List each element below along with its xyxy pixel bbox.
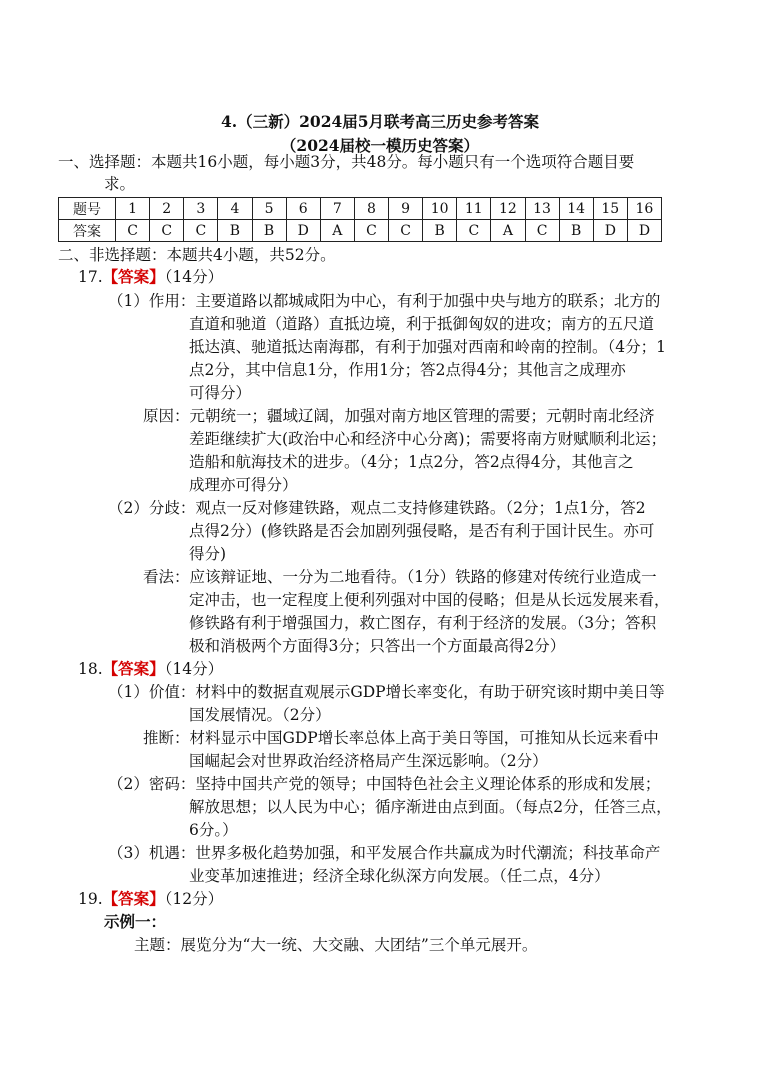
- question-number-cell: 7: [320, 198, 354, 220]
- q18-line: （2）密码：坚持中国共产党的领导；中国特色社会主义理论体系的形成和发展；: [108, 775, 661, 793]
- table-row-label-answer: 答案: [59, 220, 116, 242]
- answer-table-number-row: [59, 198, 662, 220]
- answer-cell: C: [457, 220, 491, 242]
- answer-cell: D: [593, 220, 627, 242]
- question-number-cell: 13: [525, 198, 559, 220]
- answer-cell: C: [116, 220, 150, 242]
- q17-line: （1）作用：主要道路以都城咸阳为中心，有利于加强中央与地方的联系；北方的: [108, 292, 661, 310]
- question-number-cell: 2: [150, 198, 184, 220]
- answer-cell: C: [354, 220, 388, 242]
- question-number-cell: 10: [423, 198, 457, 220]
- question-number-cell: 9: [389, 198, 423, 220]
- question-number-cell: 16: [627, 198, 661, 220]
- q18-header: [78, 658, 223, 680]
- q17-line: 原因：元朝统一；疆域辽阔，加强对南方地区管理的需要；元朝时南北经济: [143, 407, 655, 425]
- question-number-cell: 15: [593, 198, 627, 220]
- answer-cell: B: [559, 220, 593, 242]
- q17-score: （14分）: [164, 268, 224, 286]
- answer-cell: B: [218, 220, 252, 242]
- q18-number: 18.: [78, 660, 103, 678]
- q17-line: 造船和航海技术的进步。（4分；1点2分，答2点得4分，其他言之: [189, 453, 634, 471]
- q18-answer-tag: 【答案】: [102, 659, 165, 678]
- answer-cell: C: [150, 220, 184, 242]
- q17-line: （2）分歧：观点一反对修建铁路，观点二支持修建铁路。（2分；1点1分，答2: [108, 499, 646, 517]
- question-number-cell: 8: [354, 198, 388, 220]
- section1-heading-cont: 求。: [104, 175, 136, 193]
- q17-header: [78, 266, 223, 288]
- question-number-cell: 1: [116, 198, 150, 220]
- answer-cell: D: [627, 220, 661, 242]
- page-title: 4.（三新）2024届5月联考高三历史参考答案: [220, 112, 540, 131]
- q19-header: [78, 888, 223, 910]
- q19-answer-tag: 【答案】: [102, 889, 165, 908]
- q18-line: 6分。）: [189, 821, 238, 839]
- q17-line: 看法：应该辩证地、一分为二地看待。（1分）铁路的修建对传统行业造成一: [143, 568, 657, 586]
- q18-line: （3）机遇：世界多极化趋势加强，和平发展合作共赢成为时代潮流；科技革命产: [108, 844, 661, 862]
- answer-cell: B: [423, 220, 457, 242]
- q17-line: 点得2分）(修铁路是否会加剧列强侵略，是否有利于国计民生。亦可: [189, 522, 655, 540]
- q17-line: 直道和驰道（道路）直抵边境，利于抵御匈奴的进攻；南方的五尺道: [189, 315, 655, 333]
- q18-score: （14分）: [164, 660, 224, 678]
- q17-line: 得分): [189, 545, 227, 563]
- question-number-cell: 11: [457, 198, 491, 220]
- q17-line: 可得分）: [189, 384, 252, 402]
- answer-cell: B: [252, 220, 286, 242]
- answer-cell: C: [389, 220, 423, 242]
- q18-line: 国发展情况。（2分）: [189, 706, 331, 724]
- q18-line: 国崛起会对世界政治经济格局产生深远影响。（2分）: [189, 752, 548, 770]
- answer-table: [58, 197, 662, 242]
- section2-heading: 二、非选择题：本题共4小题，共52分。: [58, 246, 336, 264]
- q18-line: 解放思想；以人民为中心；循序渐进由点到面。（每点2分，任答三点，: [189, 798, 672, 816]
- question-number-cell: 14: [559, 198, 593, 220]
- question-number-cell: 6: [286, 198, 320, 220]
- answer-cell: D: [286, 220, 320, 242]
- q17-line: 差距继续扩大(政治中心和经济中心分离)；需要将南方财赋顺利北运；: [189, 430, 667, 448]
- page-subtitle: （2024届校一模历史答案）: [280, 136, 480, 155]
- q18-line: 推断：材料显示中国GDP增长率总体上高于美日等国，可推知从长远来看中: [143, 729, 659, 747]
- q17-line: 极和消极两个方面得3分；只答出一个方面最高得2分）: [189, 637, 566, 655]
- answer-cell: A: [320, 220, 354, 242]
- q18-line: 业变革加速推进；经济全球化纵深方向发展。（任二点，4分）: [189, 867, 610, 885]
- answer-cell: C: [184, 220, 218, 242]
- table-row-label-number: 题号: [59, 198, 116, 220]
- q19-example-label: 示例一：: [104, 912, 167, 931]
- question-number-cell: 12: [491, 198, 525, 220]
- answer-cell: A: [491, 220, 525, 242]
- question-number-cell: 5: [252, 198, 286, 220]
- q17-line: 定冲击，也一定程度上便利列强对中国的侵略；但是从长远发展来看，: [189, 591, 670, 609]
- answer-table-answer-row: [59, 220, 662, 242]
- q17-number: 17.: [78, 268, 103, 286]
- q17-line: 成理亦可得分）: [189, 476, 298, 494]
- q18-line: （1）价值：材料中的数据直观展示GDP增长率变化，有助于研究该时期中美日等: [108, 683, 665, 701]
- q17-line: 点2分，其中信息1分，作用1分；答2点得4分；其他言之成理亦: [189, 361, 626, 379]
- q17-line: 修铁路有利于增强国力，救亡图存，有利于经济的发展。（3分；答积: [189, 614, 657, 632]
- q19-theme: 主题：展览分为“大一统、大交融、大团结”三个单元展开。: [134, 936, 538, 954]
- q19-score: （12分）: [164, 890, 224, 908]
- question-number-cell: 3: [184, 198, 218, 220]
- q17-answer-tag: 【答案】: [102, 267, 165, 286]
- answer-cell: C: [525, 220, 559, 242]
- q19-number: 19.: [78, 890, 103, 908]
- question-number-cell: 4: [218, 198, 252, 220]
- q17-line: 抵达滇、驰道抵达南海郡，有利于加强对西南和岭南的控制。（4分；1: [189, 338, 666, 356]
- section1-heading: 一、选择题：本题共16小题，每小题3分，共48分。每小题只有一个选项符合题目要: [58, 153, 635, 171]
